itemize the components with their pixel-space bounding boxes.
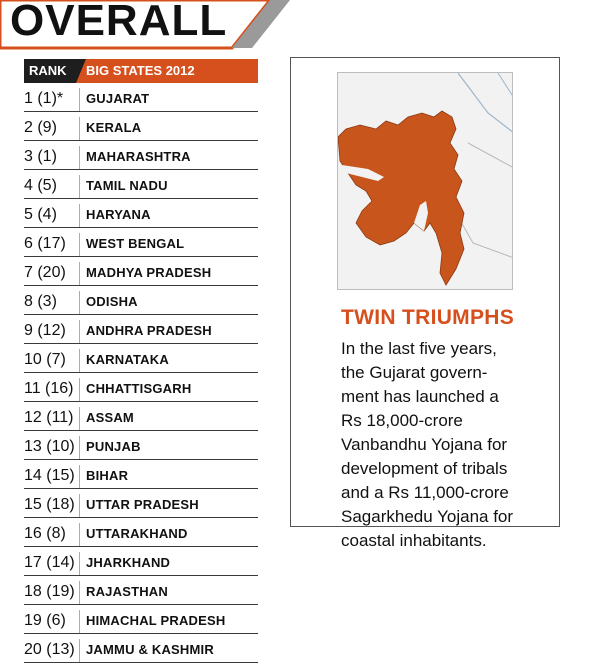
ranking-table [24, 59, 258, 663]
state-cell: MAHARASHTRA [86, 149, 191, 164]
body-text-line: coastal inhabitants. [341, 531, 487, 550]
body-text-line: Vanbandhu Yojana for [341, 435, 508, 454]
body-text-line: development of tribals [341, 459, 508, 478]
state-cell: TAMIL NADU [86, 178, 168, 193]
state-cell: JAMMU & KASHMIR [86, 642, 214, 657]
table-row [24, 83, 258, 112]
section-banner [0, 0, 290, 50]
rank-cell: 17 (14) [24, 552, 80, 575]
gujarat-map-icon [338, 73, 513, 290]
rank-cell: 14 (15) [24, 465, 80, 488]
state-cell: WEST BENGAL [86, 236, 185, 251]
state-cell: ANDHRA PRADESH [86, 323, 212, 338]
table-row [24, 228, 258, 257]
body-text-line: and a Rs 11,000-crore [341, 483, 509, 502]
state-cell: HARYANA [86, 207, 151, 222]
table-row [24, 460, 258, 489]
info-box [290, 57, 560, 550]
table-row [24, 576, 258, 605]
state-cell: ASSAM [86, 410, 134, 425]
state-cell: CHHATTISGARH [86, 381, 192, 396]
table-row [24, 257, 258, 286]
rank-cell: 15 (18) [24, 494, 80, 517]
state-cell: HIMACHAL PRADESH [86, 613, 226, 628]
table-row [24, 634, 258, 663]
body-text-line: the Gujarat govern- [341, 363, 488, 382]
box-heading: TWIN TRIUMPHS [341, 306, 515, 329]
state-cell: RAJASTHAN [86, 584, 168, 599]
rank-cell: 11 (16) [24, 378, 80, 401]
gujarat-map-image [337, 72, 513, 290]
state-cell: GUJARAT [86, 91, 150, 106]
table-body [24, 83, 258, 663]
rank-cell: 4 (5) [24, 175, 80, 198]
rank-cell: 8 (3) [24, 291, 80, 314]
table-row [24, 170, 258, 199]
table-row [24, 402, 258, 431]
state-cell: JHARKHAND [86, 555, 171, 570]
state-cell: PUNJAB [86, 439, 141, 454]
table-row [24, 547, 258, 576]
rank-cell: 16 (8) [24, 523, 80, 546]
table-row [24, 141, 258, 170]
state-cell: MADHYA PRADESH [86, 265, 212, 280]
body-text-line: Sagarkhedu Yojana for [341, 507, 514, 526]
rank-cell: 12 (11) [24, 407, 80, 430]
table-row [24, 518, 258, 547]
rank-cell: 5 (4) [24, 204, 80, 227]
rank-cell: 7 (20) [24, 262, 80, 285]
rank-cell: 2 (9) [24, 117, 80, 140]
table-row [24, 199, 258, 228]
table-row [24, 489, 258, 518]
rank-cell: 18 (19) [24, 581, 80, 604]
rank-cell: 20 (13) [24, 639, 80, 662]
table-row [24, 112, 258, 141]
state-cell: KARNATAKA [86, 352, 169, 367]
table-row [24, 286, 258, 315]
rank-cell: 3 (1) [24, 146, 80, 169]
rank-cell: 9 (12) [24, 320, 80, 343]
column-header-states: BIG STATES 2012 [86, 63, 195, 78]
table-row [24, 344, 258, 373]
table-row [24, 315, 258, 344]
table-row [24, 373, 258, 402]
section-title: OVERALL [10, 0, 228, 45]
box-body-text [341, 337, 553, 553]
table-row [24, 605, 258, 634]
state-cell: UTTAR PRADESH [86, 497, 199, 512]
rank-cell: 6 (17) [24, 233, 80, 256]
rank-cell: 1 (1)* [24, 88, 80, 111]
rank-cell: 10 (7) [24, 349, 80, 372]
body-text-line: Rs 18,000-crore [341, 411, 463, 430]
table-header [24, 59, 258, 83]
rank-cell: 13 (10) [24, 436, 80, 459]
body-text-line: ment has launched a [341, 387, 499, 406]
table-row [24, 431, 258, 460]
state-cell: BIHAR [86, 468, 129, 483]
column-header-rank: RANK [24, 59, 76, 83]
rank-cell: 19 (6) [24, 610, 80, 633]
state-cell: UTTARAKHAND [86, 526, 188, 541]
state-cell: ODISHA [86, 294, 138, 309]
body-text-line: In the last five years, [341, 339, 497, 358]
state-cell: KERALA [86, 120, 142, 135]
